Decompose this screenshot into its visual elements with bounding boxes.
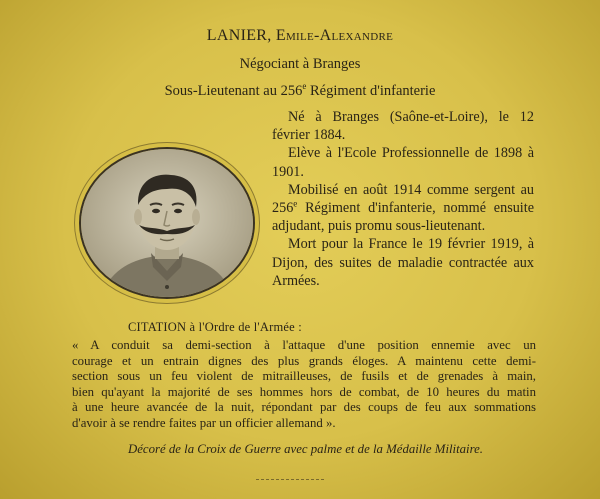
bio-death: Mort pour la France le 19 février 1919, à Dijon, des suites de maladie contractée aux Armées. [272, 236, 534, 289]
bio-mobilized-sup: e [293, 198, 298, 209]
bio-birth: Né à Branges (Saône-et-Loire), le 12 février 1884. [272, 109, 534, 144]
citation-line: bien qu'ayant la majorité de ses hommes hors de combat, de 10 heures du matin [72, 384, 536, 399]
bio-mobilized-a: Mobilisé en août 1914 comme sergent au 256 [272, 181, 534, 217]
rank-prefix: Sous-Lieutenant au 256 [164, 83, 303, 99]
person-name [0, 27, 600, 45]
citation-text [72, 338, 536, 432]
bio-mobilized [272, 181, 534, 236]
citation-line: section sous un feu violent de mitrailleuses, de fusils et de grenades à main, [72, 369, 536, 384]
portrait-photo-icon [79, 147, 255, 299]
citation-heading: CITATION à l'Ordre de l'Armée : [128, 320, 302, 334]
citation-line: d'avoir à se rendre faites par un officier allemand ». [72, 415, 336, 430]
decoration-line: Décoré de la Croix de Guerre avec palme et de la Médaille Militaire. [128, 442, 484, 456]
occupation: Négociant à Branges [239, 56, 361, 72]
citation-line: à une heure avancée de la nuit, répondant par des coups de feu aux sommations [72, 400, 536, 415]
rank-sup: e [302, 81, 307, 92]
citation-line: « A conduit sa demi-section à l'attaque d'une position ennemie avec un [72, 338, 536, 352]
divider [256, 479, 324, 480]
biography [272, 108, 534, 290]
bio-school: Elève à l'Ecole Professionnelle de 1898 à 1901. [272, 145, 534, 180]
given-names: Emile-Alexandre [275, 27, 394, 44]
citation-line: courage et un entrain dignes des plus grands éloges. A maintenu cette demi- [72, 353, 536, 368]
bio-mobilized-b: Régiment d'infanterie, nommé ensuite adjudant, puis promu sous-lieutenant. [272, 200, 534, 235]
rank-suffix: Régiment d'infanterie [306, 83, 436, 99]
surname: LANIER, [206, 27, 272, 44]
military-rank [0, 83, 600, 100]
